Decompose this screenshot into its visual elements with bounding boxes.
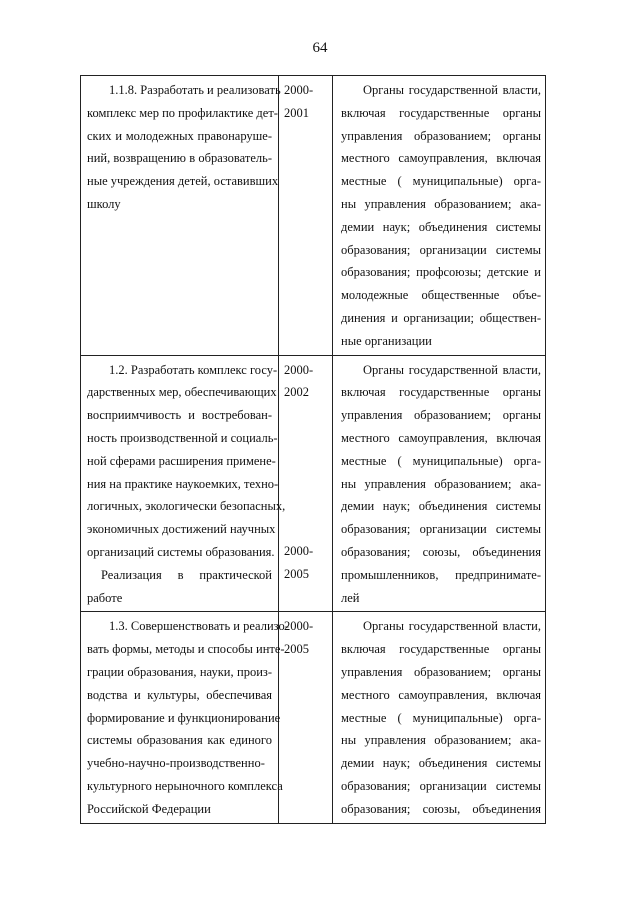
task-line: системы образования как единого bbox=[87, 733, 272, 748]
task-line: восприимчивость и востребован- bbox=[87, 408, 272, 423]
period-spacer bbox=[284, 404, 328, 540]
sub-period-line: 2005 bbox=[284, 566, 309, 581]
task-line: водства и культуры, обеспечивая bbox=[87, 687, 272, 702]
page-number: 64 bbox=[312, 40, 328, 56]
executor-line: ны управления образованием; ака- bbox=[341, 733, 541, 748]
executor-line: включая государственные органы bbox=[341, 642, 541, 657]
task-line: ные учреждения детей, оставивших bbox=[87, 174, 279, 189]
executor-line: демии наук; объединения системы bbox=[341, 219, 541, 234]
task-cell bbox=[81, 612, 289, 823]
period-cell bbox=[279, 355, 333, 612]
executor-line: Органы государственной власти, bbox=[363, 362, 541, 377]
period-line: 2001 bbox=[284, 105, 309, 120]
task-cell bbox=[81, 355, 286, 612]
task-line: ний, возвращению в образователь- bbox=[87, 151, 272, 166]
executor-line: включая государственные органы bbox=[341, 385, 541, 400]
executor-line: демии наук; объединения системы bbox=[341, 499, 541, 514]
period-line: 2002 bbox=[284, 385, 309, 400]
task-line: дарственных мер, обеспечивающих bbox=[87, 385, 277, 400]
task-line: 1.1.8. Разработать и реализовать bbox=[109, 83, 281, 97]
table-row bbox=[81, 355, 546, 612]
executor-line: промышленников, предпринимате- bbox=[341, 567, 541, 582]
period-line: 2005 bbox=[284, 642, 309, 657]
task-line: Российской Федерации bbox=[87, 801, 211, 816]
executor-line: управления образованием; органы bbox=[341, 664, 541, 679]
task-line: 1.2. Разработать комплекс госу- bbox=[109, 362, 278, 377]
executor-line: местные ( муниципальные) орга- bbox=[341, 174, 541, 189]
task-line: вать формы, методы и способы интe- bbox=[87, 642, 285, 657]
task-line: экономичных достижений научных bbox=[87, 522, 276, 537]
executor-line: ные организации bbox=[341, 333, 432, 348]
executor-line: молодежные общественные объе- bbox=[341, 288, 541, 303]
executor-line: образования; организации системы bbox=[341, 778, 541, 793]
executor-cell bbox=[333, 76, 546, 356]
executor-line: образования; союзы, объединения bbox=[341, 801, 541, 816]
task-line: грации образования, науки, произ- bbox=[87, 664, 272, 679]
executor-line: местные ( муниципальные) орга- bbox=[341, 453, 541, 468]
task-line: 1.3. Совершенствовать и реализо- bbox=[109, 619, 289, 634]
plan-table bbox=[80, 75, 546, 824]
task-line: комплекс мер по профилактике дет- bbox=[87, 105, 278, 120]
table-row bbox=[81, 76, 546, 356]
task-line: организаций системы образования. bbox=[87, 544, 275, 559]
period-line: 2000- bbox=[284, 619, 314, 634]
executor-line: Органы государственной власти, bbox=[363, 619, 541, 634]
task-line: ной сферами расширения примене- bbox=[87, 453, 276, 468]
period-cell bbox=[279, 612, 333, 823]
executor-line: управления образованием; органы bbox=[341, 128, 541, 143]
executor-line: образования; организации системы bbox=[341, 242, 541, 257]
executor-line: местного самоуправления, включая bbox=[341, 151, 541, 166]
period-line: 2000- bbox=[284, 83, 314, 97]
task-line: ность производственной и социаль- bbox=[87, 430, 278, 445]
executor-line: образования; организации системы bbox=[341, 522, 541, 537]
task-cell bbox=[81, 76, 279, 356]
table-row bbox=[81, 612, 546, 823]
executor-line: ны управления образованием; ака- bbox=[341, 196, 541, 211]
executor-line: образования; профсоюзы; детские и bbox=[341, 265, 541, 280]
sub-task-line: Реализация в практической работе bbox=[87, 567, 272, 605]
executor-line: образования; союзы, объединения bbox=[341, 544, 541, 559]
executor-line: Органы государственной власти, bbox=[363, 83, 541, 97]
executor-line: демии наук; объединения системы bbox=[341, 756, 541, 771]
task-line: учебно-научно-производственно- bbox=[87, 756, 265, 771]
sub-period-line: 2000- bbox=[284, 544, 314, 559]
task-line: школу bbox=[87, 196, 121, 211]
executor-line: местные ( муниципальные) орга- bbox=[341, 710, 541, 725]
executor-line: управления образованием; органы bbox=[341, 408, 541, 423]
period-line: 2000- bbox=[284, 362, 314, 377]
executor-line: местного самоуправления, включая bbox=[341, 687, 541, 702]
executor-line: динения и организации; обществен- bbox=[341, 310, 541, 325]
executor-line: местного самоуправления, включая bbox=[341, 430, 541, 445]
executor-line: лей bbox=[341, 590, 360, 605]
period-cell bbox=[279, 76, 333, 356]
executor-line: ны управления образованием; ака- bbox=[341, 476, 541, 491]
task-line: культурного нерыночного комплекса bbox=[87, 778, 283, 793]
task-line: ния на практике наукоемких, техно- bbox=[87, 476, 279, 491]
task-line: логичных, экологически безопасных, bbox=[87, 499, 286, 514]
executor-cell bbox=[333, 612, 546, 823]
executor-line: включая государственные органы bbox=[341, 105, 541, 120]
task-line: ских и молодежных правонаруше- bbox=[87, 128, 272, 143]
task-line: формирование и функционирование bbox=[87, 710, 281, 725]
executor-cell bbox=[333, 355, 546, 612]
